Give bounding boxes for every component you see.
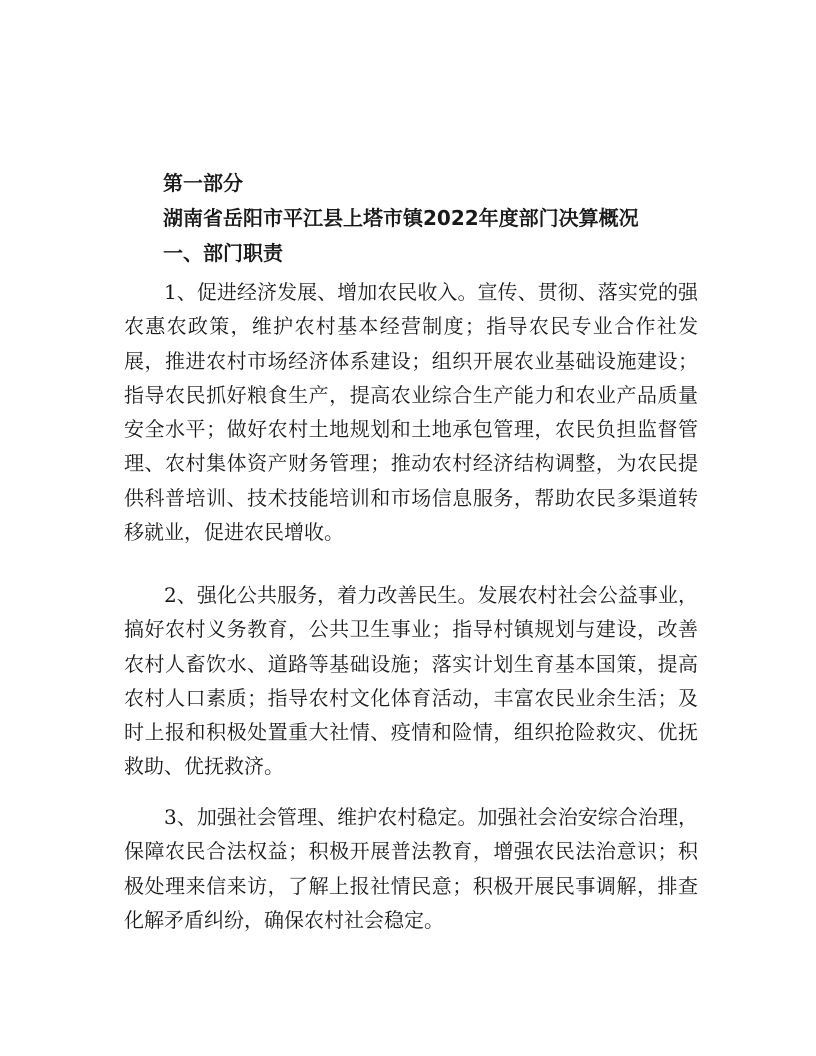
paragraph-duty-2: 2、强化公共服务，着力改善民生。发展农村社会公益事业，搞好农村义务教育，公共卫生事业；指导村镇规划与建设，改善农村人畜饮水、道路等基础设施；落实计划生育基本国策，提高农村人口素质；指导农村文化体育活动，丰富农民业余生活；及时上报和积极处置重大社情、疫情和险情，组织抢险救灾、优抚救助、优抚救济。 <box>124 583 698 779</box>
document-page <box>124 0 698 1056</box>
paragraph-duty-3: 3、加强社会管理、维护农村稳定。加强社会治安综合治理，保障农民合法权益；积极开展普法教育，增强农民法治意识；积极处理来信来访，了解上报社情民意；积极开展民事调解，排查化解矛盾纠纷，确保农村社会稳定。 <box>124 805 698 932</box>
part-title: 第一部分 <box>163 171 243 195</box>
document-title: 湖南省岳阳市平江县上塔市镇2022年度部门决算概况 <box>163 206 639 230</box>
section-heading: 一、部门职责 <box>163 241 283 265</box>
paragraph-duty-1: 1、促进经济发展、增加农民收入。宣传、贯彻、落实党的强农惠农政策，维护农村基本经营制度；指导农民专业合作社发展，推进农村市场经济体系建设；组织开展农业基础设施建设；指导农民抓好粮食生产，提高农业综合生产能力和农业产品质量安全水平；做好农村土地规划和土地承包管理，农民负担监督管理、农村集体资产财务管理；推动农村经济结构调整，为农民提供科普培训、技术技能培训和市场信息服务，帮助农民多渠道转移就业，促进农民增收。 <box>124 280 698 545</box>
